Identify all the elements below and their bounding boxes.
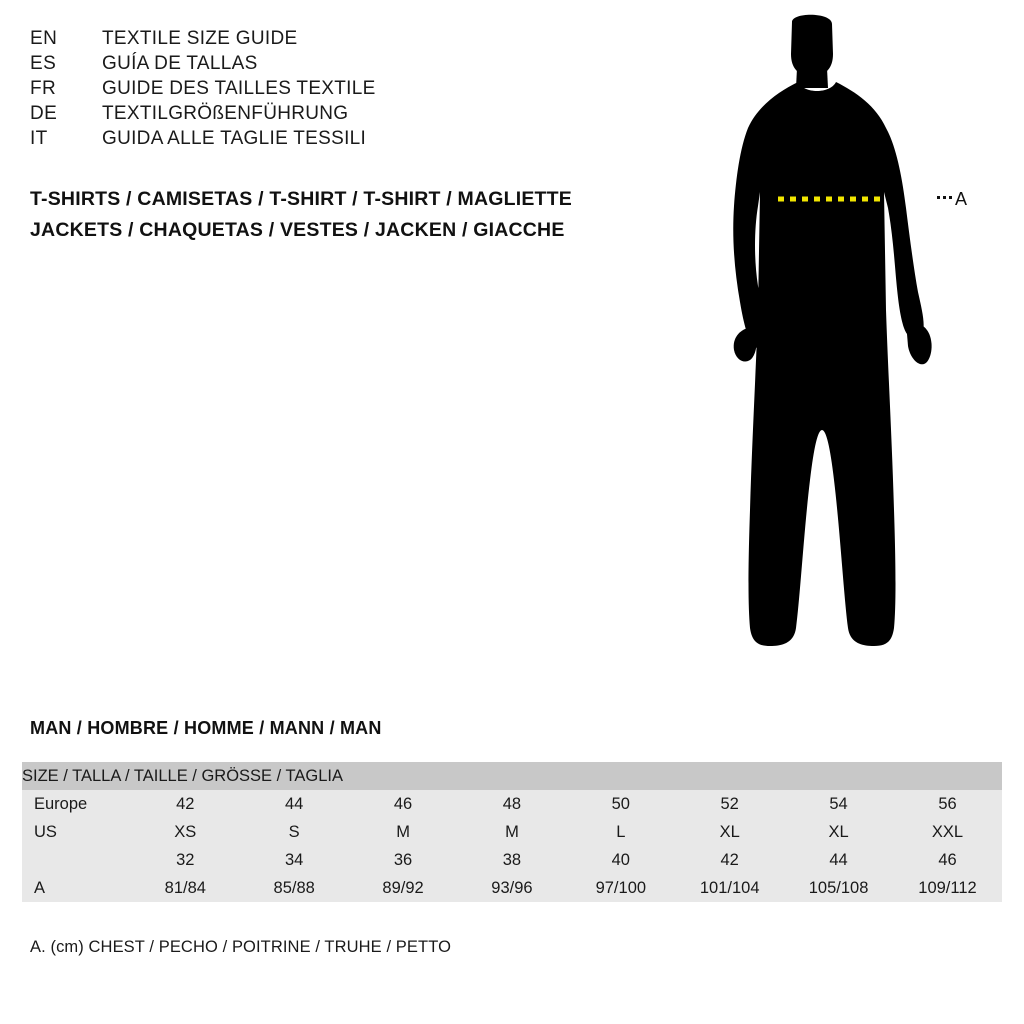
cell-value: 38 [502,850,522,869]
cell-value: 36 [393,850,413,869]
table-title: MAN / HOMBRE / HOMME / MANN / MAN [30,718,382,738]
language-title: GUIDA ALLE TAGLIE TESSILI [102,128,367,149]
footnote: A. (cm) CHEST / PECHO / POITRINE / TRUHE / PETTO [30,938,452,956]
cell-value: M [396,822,410,841]
row-label: US [34,822,57,841]
language-title: TEXTILGRÖßENFÜHRUNG [102,103,349,124]
cell-value: 54 [829,794,848,813]
cell-value: XL [828,822,849,841]
cell-value: L [616,822,626,841]
body-shape [733,82,923,646]
cell-value: 109/112 [918,878,977,897]
language-code: DE [30,103,58,124]
cell-value: 50 [611,794,630,813]
language-title: GUIDE DES TAILLES TEXTILE [102,78,376,99]
cell-value: 85/88 [273,878,315,897]
silhouette-svg [700,10,1000,670]
cell-value: 40 [611,850,630,869]
cell-value: 56 [938,794,957,813]
language-header-block [30,28,650,153]
garment-line-tshirts: T-SHIRTS / CAMISETAS / T-SHIRT / T-SHIRT / MAGLIETTE [30,188,572,210]
cell-value: 101/104 [699,878,760,897]
cell-value: 93/96 [491,878,533,897]
cell-value: S [288,822,300,841]
cell-value: 44 [829,850,848,869]
language-code: IT [30,128,48,149]
table-row [22,790,1002,818]
cell-value: XS [174,822,197,841]
language-title: GUÍA DE TALLAS [102,53,258,74]
cell-value: 97/100 [595,878,647,897]
language-row [30,28,650,50]
row-label [22,846,131,874]
cell-value: 42 [176,794,195,813]
language-title: TEXTILE SIZE GUIDE [102,28,298,49]
cell-value: 105/108 [808,878,869,897]
head-shape [791,15,833,76]
language-row [30,103,650,125]
row-label: Europe [34,794,88,813]
size-table [22,762,1002,902]
table-header-row [22,762,1002,790]
cell-value: 44 [285,794,304,813]
cell-value: 34 [285,850,304,869]
table-row [22,874,1002,902]
cell-value: XXL [931,822,964,841]
table-row [22,846,1002,874]
right-hand-shape [906,322,932,365]
cell-value: 46 [393,794,413,813]
cell-value: 32 [176,850,195,869]
row-label: A [34,878,46,897]
cell-value: 81/84 [164,878,206,897]
cell-value: M [505,822,519,841]
measure-leader-dots [937,196,953,199]
table-header-label: SIZE / TALLA / TAILLE / GRÖSSE / TAGLIA [22,766,343,785]
cell-value: 46 [938,850,957,869]
language-code: FR [30,78,57,99]
cell-value: 89/92 [382,878,424,897]
language-code: EN [30,28,58,49]
neck-shape [796,68,828,88]
cell-value: 42 [720,850,739,869]
garment-type-block [30,188,670,250]
cell-value: 52 [720,794,739,813]
table-row [22,818,1002,846]
measure-label-a: A [955,189,968,209]
cell-value: 48 [502,794,522,813]
language-row [30,53,650,75]
left-hand-shape [734,328,757,362]
garment-line-jackets: JACKETS / CHAQUETAS / VESTES / JACKEN / GIACCHE [30,219,565,241]
male-silhouette-figure [700,10,1000,670]
language-row [30,78,650,100]
cell-value: XL [719,822,740,841]
language-row [30,128,650,150]
language-code: ES [30,53,57,74]
